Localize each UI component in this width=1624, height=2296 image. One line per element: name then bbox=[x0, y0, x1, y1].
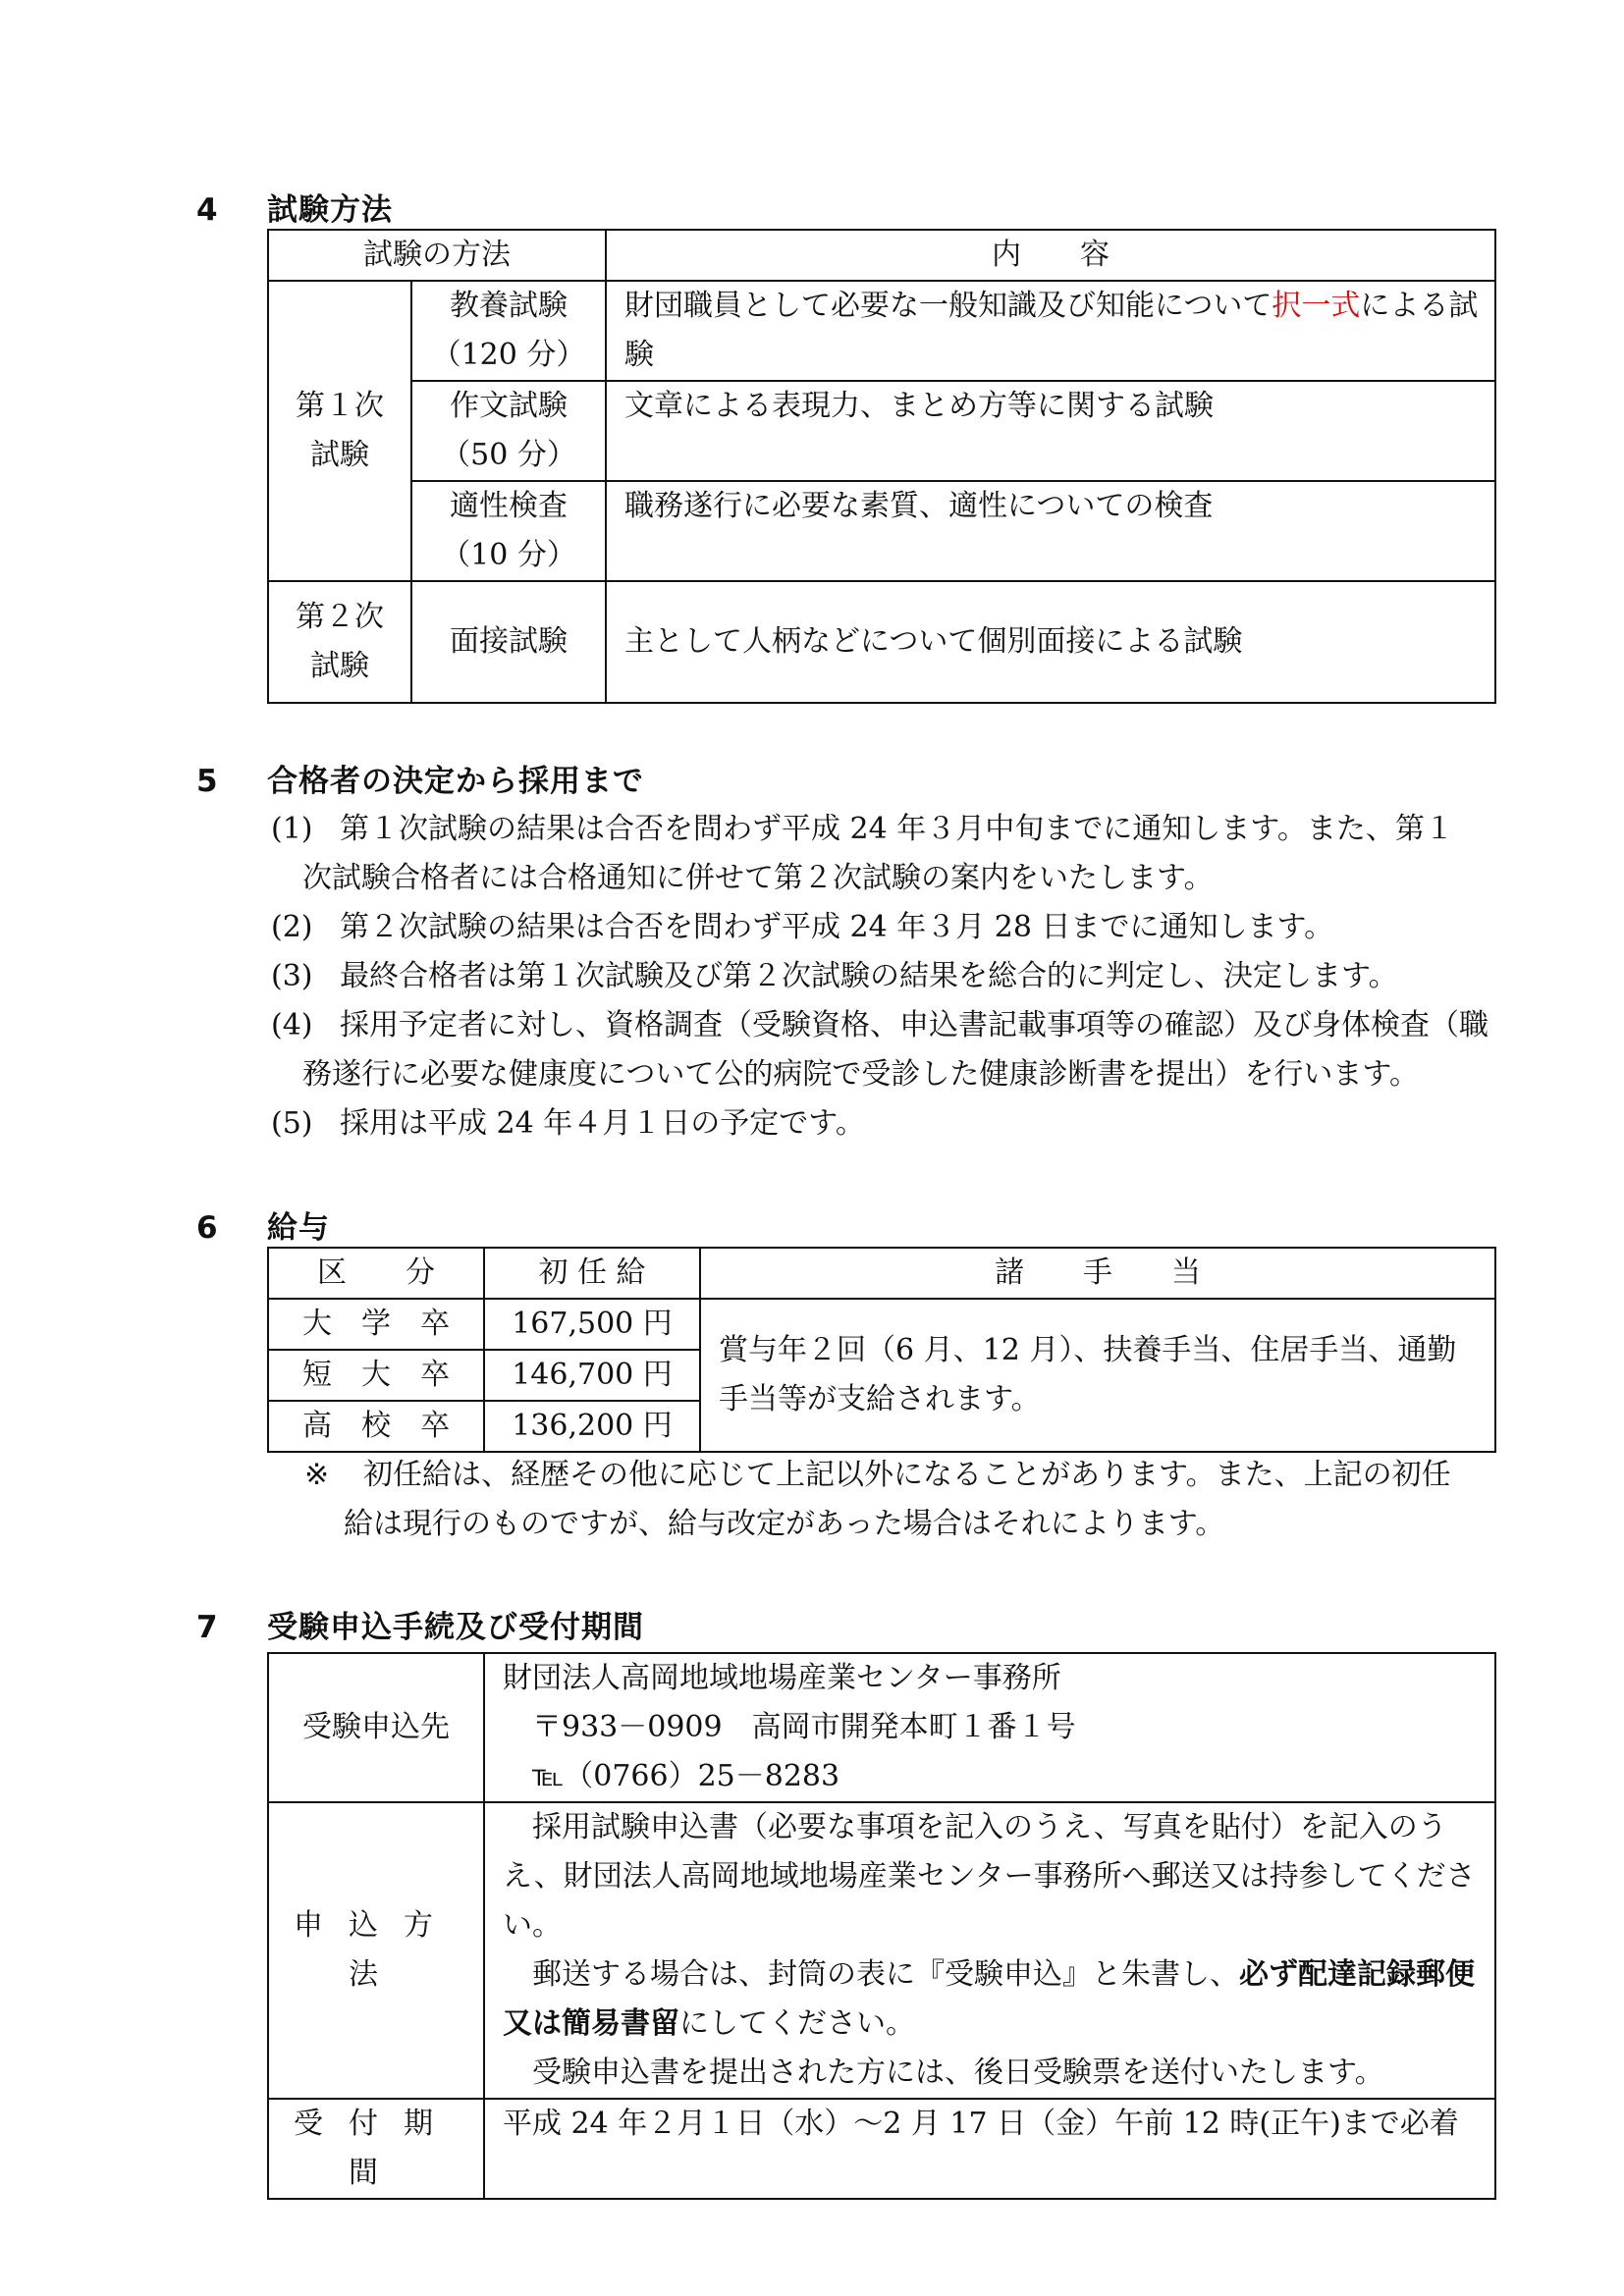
destination-label: 受験申込先 bbox=[268, 1653, 484, 1802]
salary-note: ※ 初任給は、経歴その他に応じて上記以外になることがあります。また、上記の初任 給は現行のものですが、給与改定があった場合はそれによります。 bbox=[304, 1451, 1492, 1549]
header-method: 試験の方法 bbox=[268, 230, 606, 281]
method-content: 採用試験申込書（必要な事項を記入のうえ、写真を貼付）を記入のうえ、財団法人高岡地域地場産業センター事務所へ郵送又は持参してください。 郵送する場合は、封筒の表に『受験申込』と朱書し、必ず配達記録郵便又は簡易書留にしてください。 受験申込書を提出された方には、後日受験票を送付いたします。 bbox=[484, 1802, 1495, 2099]
header-content: 内 容 bbox=[606, 230, 1495, 281]
pay-cell: 146,700 円 bbox=[484, 1350, 700, 1401]
method-label: 申込方法 bbox=[268, 1802, 484, 2099]
result-item-2: (2) 第２次試験の結果は合否を問わず平成 24 年３月 28 日までに通知します。 bbox=[271, 910, 1334, 944]
period-content: 平成 24 年２月１日（水）～2 月 17 日（金）午前 12 時(正午)まで必着 bbox=[484, 2099, 1495, 2199]
result-item-1: (1) 第１次試験の結果は合否を問わず平成 24 年３月中旬までに通知します。また、第１ 次試験合格者には合格通知に併せて第２次試験の案内をいたします。 bbox=[271, 812, 1454, 895]
period-label: 受付期間 bbox=[268, 2099, 484, 2199]
pay-cell: 167,500 円 bbox=[484, 1299, 700, 1350]
result-item-5: (5) 採用は平成 24 年４月１日の予定です。 bbox=[271, 1106, 865, 1141]
second-exam-label: 第２次 試験 bbox=[268, 581, 411, 703]
category-cell: 大 学 卒 bbox=[268, 1299, 484, 1350]
header-starting-pay: 初 任 給 bbox=[484, 1248, 700, 1299]
essay-exam-content: 文章による表現力、まとめ方等に関する試験 bbox=[606, 381, 1495, 481]
result-item-4: (4) 採用予定者に対し、資格調査（受験資格、申込書記載事項等の確認）及び身体検査（職 務遂行に必要な健康度について公的病院で受診した健康診断書を提出）を行います。 bbox=[271, 1008, 1489, 1092]
category-cell: 高 校 卒 bbox=[268, 1401, 484, 1452]
exam-method-table bbox=[267, 229, 1496, 704]
aptitude-test-content: 職務遂行に必要な素質、適性についての検査 bbox=[606, 481, 1495, 581]
section-7-title: 7 受験申込手続及び受付期間 bbox=[196, 1610, 644, 1645]
first-exam-label: 第１次 試験 bbox=[268, 281, 411, 581]
aptitude-test-name: 適性検査 （10 分） bbox=[411, 481, 606, 581]
category-cell: 短 大 卒 bbox=[268, 1350, 484, 1401]
general-exam-content: 財団職員として必要な一般知識及び知能について択一式による試験 bbox=[606, 281, 1495, 381]
header-category: 区 分 bbox=[268, 1248, 484, 1299]
application-table bbox=[267, 1652, 1496, 2200]
section-6-title: 6 給与 bbox=[196, 1210, 330, 1246]
note-mark: ※ bbox=[304, 1458, 330, 1492]
general-exam-name: 教養試験 （120 分） bbox=[411, 281, 606, 381]
interview-name: 面接試験 bbox=[411, 581, 606, 703]
result-item-3: (3) 最終合格者は第１次試験及び第２次試験の結果を総合的に判定し、決定します。 bbox=[271, 959, 1398, 993]
section-5-title: 5 合格者の決定から採用まで bbox=[196, 764, 644, 799]
essay-exam-name: 作文試験 （50 分） bbox=[411, 381, 606, 481]
salary-table bbox=[267, 1247, 1496, 1453]
destination-content: 財団法人高岡地域地場産業センター事務所 〒933－0909 高岡市開発本町１番１号 ℡（0766）25－8283 bbox=[484, 1653, 1495, 1802]
pay-cell: 136,200 円 bbox=[484, 1401, 700, 1452]
allowances-content: 賞与年２回（6 月、12 月）、扶養手当、住居手当、通勤手当等が支給されます。 bbox=[700, 1299, 1495, 1452]
header-allowances: 諸 手 当 bbox=[700, 1248, 1495, 1299]
section-4-title: 4 試験方法 bbox=[196, 192, 393, 228]
interview-content: 主として人柄などについて個別面接による試験 bbox=[606, 581, 1495, 703]
